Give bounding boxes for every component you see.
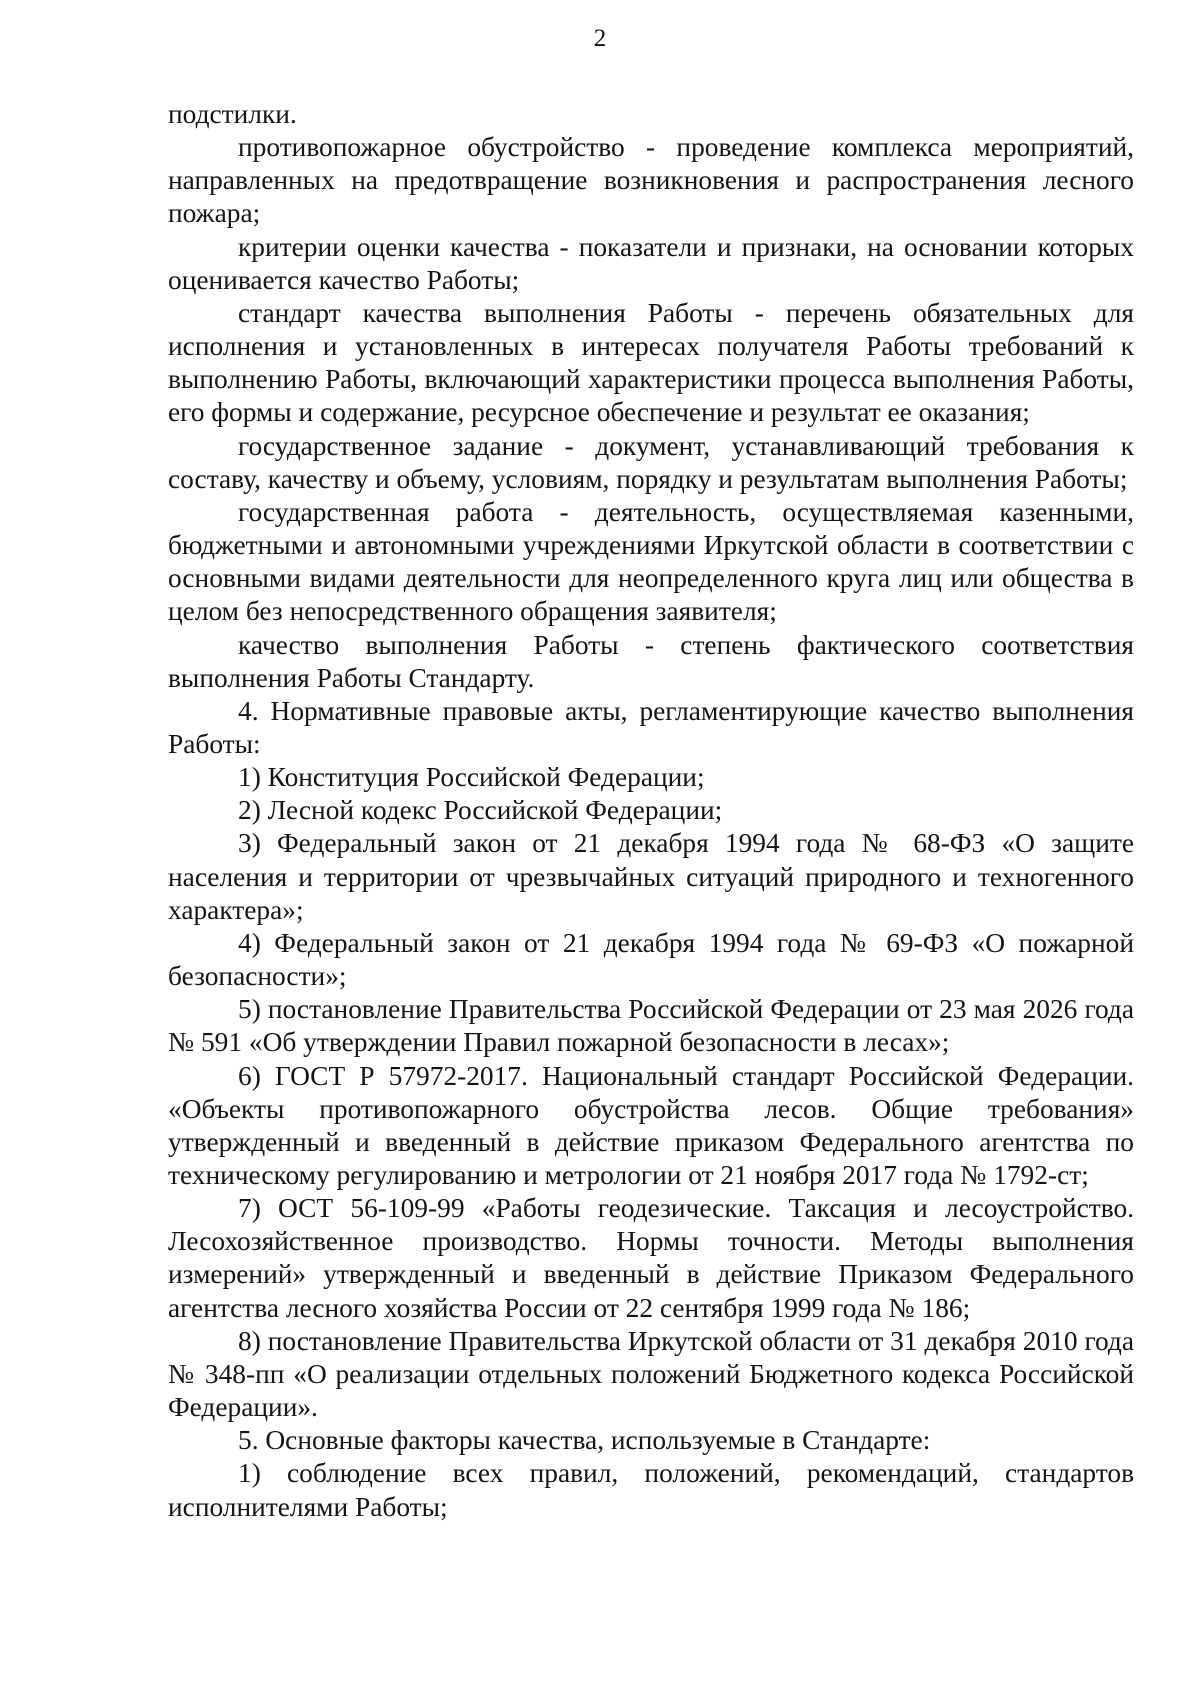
paragraph: 3) Федеральный закон от 21 декабря 1994 года № 68-ФЗ «О защите населения и территории от чрезвычайных ситуаций природного и техногенного характера»; <box>168 828 1134 925</box>
paragraph: подстилки. <box>168 99 297 129</box>
paragraph: критерии оценки качества - показатели и признаки, на основании которых оценивается качество Работы; <box>168 231 1134 295</box>
paragraph: качество выполнения Работы - степень фактического соответствия выполнения Работы Стандарту. <box>168 629 1134 693</box>
paragraph: 7) ОСТ 56-109-99 «Работы геодезические. Таксация и лесоустройство. Лесохозяйственное производство. Нормы точности. Методы выполнения измерений» утвержденный и введенный в действие Приказом Федерального агентства лесного хозяйства России от 22 сентября 1999 года № 186; <box>168 1193 1134 1323</box>
paragraph: 5) постановление Правительства Российской Федерации от 23 мая 2026 года № 591 «Об утверждении Правил пожарной безопасности в лесах»; <box>168 994 1134 1058</box>
paragraph: стандарт качества выполнения Работы - перечень обязательных для исполнения и установленных в интересах получателя Работы требований к выполнению Работы, включающий характеристики процесса выполнения Работы, его формы и содержание, ресурсное обеспечение и результат ее оказания; <box>168 297 1134 428</box>
paragraph: 2) Лесной кодекс Российской Федерации; <box>238 795 723 826</box>
paragraph: 8) постановление Правительства Иркутской области от 31 декабря 2010 года № 348-пп «О реализации отдельных положений Бюджетного кодекса Российской Федерации». <box>168 1325 1134 1423</box>
paragraph: государственное задание - документ, устанавливающий требования к составу, качеству и объему, условиям, порядку и результатам выполнения Работы; <box>168 430 1134 494</box>
page-number: 2 <box>593 25 607 52</box>
paragraph: 5. Основные факторы качества, используемые в Стандарте: <box>238 1425 931 1456</box>
document-body <box>168 98 1134 1524</box>
paragraph: 6) ГОСТ Р 57972-2017. Национальный стандарт Российской Федерации. «Объекты противопожарного обустройства лесов. Общие требования» утвержденный и введенный в действие приказом Федерального агентства по техническому регулированию и метрологии от 21 ноября 2017 года № 1792-ст; <box>168 1060 1134 1190</box>
paragraph: противопожарное обустройство - проведение комплекса мероприятий, направленных на предотвращение возникновения и распространения лесного пожара; <box>168 132 1134 229</box>
paragraph: государственная работа - деятельность, осуществляемая казенными, бюджетными и автономными учреждениями Иркутской области в соответствии с основными видами деятельности для неопределенного круга лиц или общества в целом без непосредственного обращения заявителя; <box>168 496 1134 627</box>
paragraph: 1) соблюдение всех правил, положений, рекомендаций, стандартов исполнителями Работы; <box>168 1458 1134 1522</box>
paragraph: 1) Конституция Российской Федерации; <box>238 762 705 793</box>
paragraph: 4) Федеральный закон от 21 декабря 1994 года № 69-ФЗ «О пожарной безопасности»; <box>168 927 1134 992</box>
paragraph: 4. Нормативные правовые акты, регламентирующие качество выполнения Работы: <box>168 695 1134 759</box>
